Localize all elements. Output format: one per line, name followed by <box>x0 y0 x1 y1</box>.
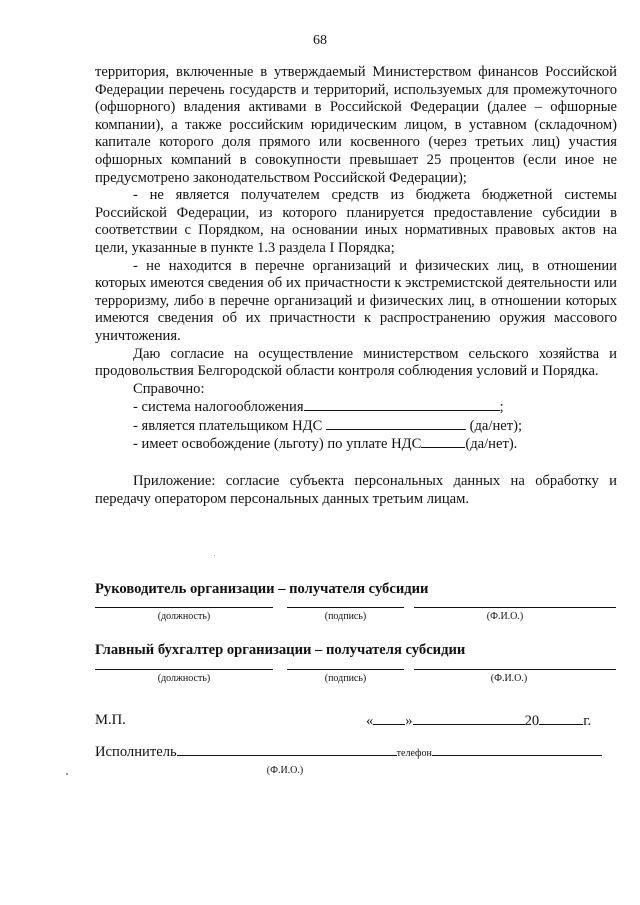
head-position-line[interactable] <box>95 607 273 608</box>
head-signature-line[interactable] <box>287 607 404 608</box>
vat-exempt-label: - имеет освобождение (льготу) по уплате НДС <box>133 436 422 453</box>
accountant-position-caption: (должность) <box>157 673 211 684</box>
date-quote-close: » <box>405 713 413 729</box>
reference-title: Справочно: <box>133 380 205 397</box>
head-signature-caption: (подпись) <box>324 611 367 622</box>
vat-payer-label: - является плательщиком НДС <box>133 417 323 434</box>
head-name-caption: (Ф.И.О.) <box>486 611 524 622</box>
date-year-field[interactable] <box>539 712 583 725</box>
accountant-name-caption: (Ф.И.О.) <box>490 673 528 684</box>
accountant-signature-caption: (подпись) <box>324 673 367 684</box>
paragraph-extremism: - не находится в перечне организаций и физических лиц, в отношении которых имеются сведения об их причастности к экстремистской деятельности или терроризму, либо в перечне организаций и физических лиц, в отношении которых имеются сведения об их причастности к распространению оружия массового уничтожения. <box>95 257 617 344</box>
tax-system-line <box>133 398 617 417</box>
date-month-field[interactable] <box>413 712 525 725</box>
date-day-field[interactable] <box>373 712 405 725</box>
executor-name-caption: (Ф.И.О.) <box>266 765 304 776</box>
vat-payer-end: (да/нет); <box>469 417 523 434</box>
vat-payer-field[interactable] <box>326 417 466 430</box>
date-year-suffix: г. <box>583 713 592 729</box>
accountant-signature-title: Главный бухгалтер организации – получателя субсидии <box>95 642 466 658</box>
phone-label: телефон <box>396 748 432 759</box>
reference-block <box>95 381 617 454</box>
date-quote-open: « <box>366 713 374 729</box>
vat-exempt-field[interactable] <box>421 435 465 448</box>
date-year-prefix: 20 <box>524 713 540 729</box>
accountant-name-line[interactable] <box>414 669 616 670</box>
head-name-line[interactable] <box>414 607 616 608</box>
accountant-position-line[interactable] <box>95 669 273 670</box>
accountant-signature-line[interactable] <box>287 669 404 670</box>
head-signature-title: Руководитель организации – получателя субсидии <box>95 581 429 597</box>
document-body <box>95 64 617 508</box>
vat-exempt-line <box>133 435 617 454</box>
paragraph-offshore: территория, включенные в утверждаемый Министерством финансов Российской Федерации перечень государств и территорий, используемых для промежуточного (офшорного) владения активами в Российской Федерации (далее – офшорные компании), а также российским юридическим лицом, в уставном (складочном) капитале которого доля прямого или косвенного (через третьих лиц) участия офшорных компаний в совокупности превышает 25 процентов (если иное не предусмотрено законодательством Российской Федерации); <box>95 64 617 186</box>
scan-speck <box>214 555 215 556</box>
page-number: 68 <box>313 33 327 48</box>
stamp-place-label: М.П. <box>95 712 126 728</box>
tax-system-field[interactable] <box>304 398 500 411</box>
vat-exempt-end: (да/нет). <box>465 436 518 453</box>
head-position-caption: (должность) <box>157 611 211 622</box>
scan-speck <box>66 773 68 775</box>
paragraph-consent: Даю согласие на осуществление министерством сельского хозяйства и продовольствия Белгородской области контроля соблюдения условий и Порядка. <box>95 345 617 380</box>
executor-label: Исполнитель <box>95 744 177 760</box>
executor-name-field[interactable] <box>177 743 397 756</box>
paragraph-budget: - не является получателем средств из бюджета бюджетной системы Российской Федерации, из которого планируется предоставление субсидии в соответствии с Порядком, на основании иных нормативных правовых актов на цели, указанные в пункте 1.3 раздела I Порядка; <box>95 187 617 256</box>
tax-system-end: ; <box>499 399 504 416</box>
executor-line <box>95 743 602 761</box>
date-line <box>366 712 591 730</box>
phone-field[interactable] <box>432 743 602 756</box>
tax-system-label: - система налогообложения <box>133 399 304 416</box>
vat-payer-line <box>133 417 617 436</box>
paragraph-appendix: Приложение: согласие субъекта персональных данных на обработку и передачу оператором персональных данных третьим лицам. <box>95 473 617 507</box>
